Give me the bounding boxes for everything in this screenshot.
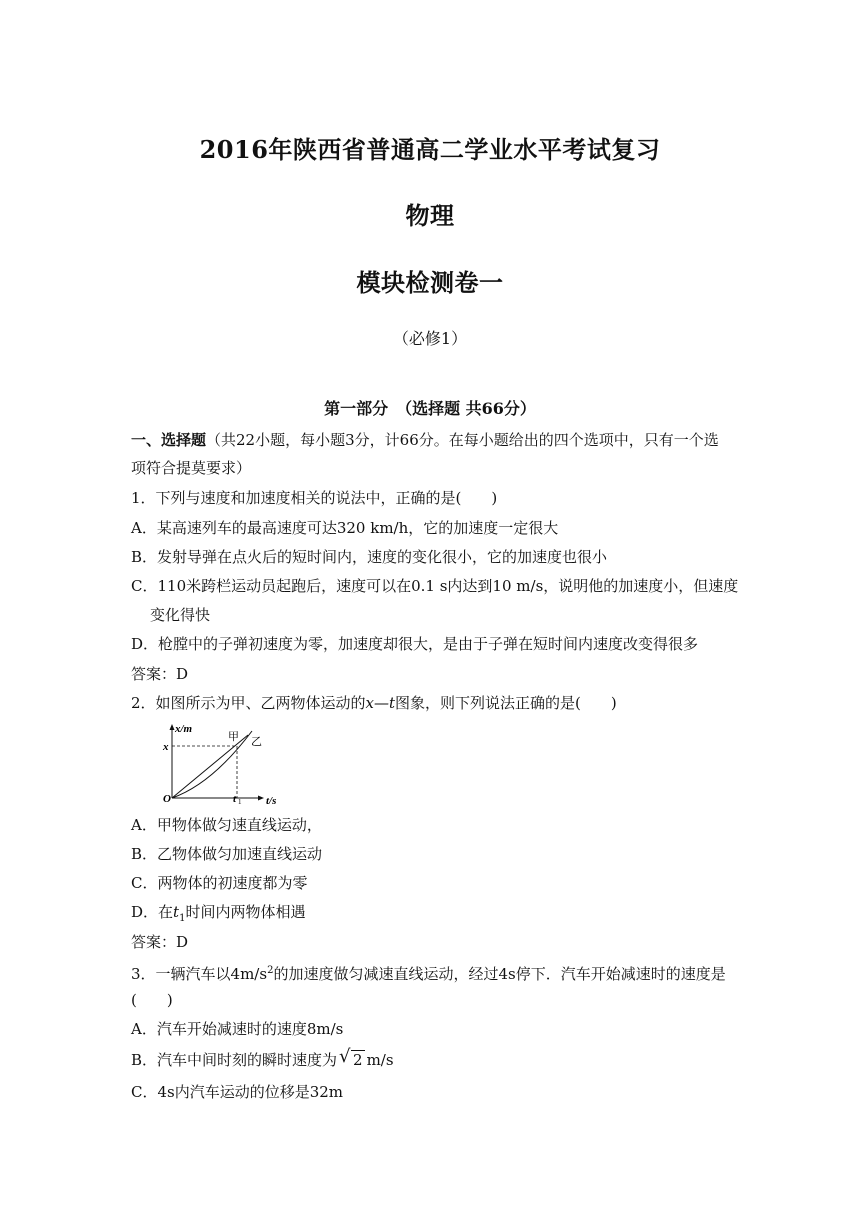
- question-2-option-a: A．甲物体做匀速直线运动，: [131, 816, 322, 834]
- question-2-option-b: B．乙物体做匀加速直线运动: [131, 845, 323, 863]
- question-2-stem: 2．如图所示为甲、乙两物体运动的x—t图象，则下列说法正确的是( ): [131, 694, 617, 712]
- module-label: （必修1）: [392, 329, 468, 348]
- origin-label: O: [163, 793, 171, 805]
- x-tick-t1-sub: 1: [238, 798, 242, 806]
- question-3-option-b: B．汽车中间时刻的瞬时速度为√ 2 m/s: [131, 1050, 394, 1070]
- question-2-option-d: D．在$t_1$时间内两物体相遇: [131, 903, 306, 924]
- y-tick-x: x: [163, 741, 169, 753]
- y-axis-arrow: [170, 724, 175, 730]
- question-3-stem: 3．一辆汽车以$4m/s^2$的加速度做匀减速直线运动，经过4s停下．汽车开始减速时的速度是: [131, 965, 726, 983]
- xt-variable: x—t: [365, 694, 396, 712]
- question-1-option-b: B．发射导弹在点火后的短时间内，速度的变化很小，它的加速度也很小: [131, 548, 608, 566]
- part-label: 一、选择题: [131, 431, 207, 449]
- xt-graph: [150, 722, 300, 812]
- instructions-line-2: 项符合提莫要求）: [131, 459, 252, 477]
- question-2-answer: 答案：D: [131, 933, 189, 951]
- question-1-stem: 1．下列与速度和加速度相关的说法中，正确的是( ): [131, 489, 498, 507]
- paper-title: 模块检测卷一: [356, 268, 504, 297]
- instructions-line-1: （共22小题，每小题3分，计66分。在每小题给出的四个选项中，只有一个选: [206, 431, 719, 449]
- subject-title: 物理: [405, 201, 455, 230]
- question-1-answer: 答案：D: [131, 665, 189, 683]
- section-heading: 第一部分 （选择题 共66分）: [324, 399, 536, 418]
- curve-yi-label: 乙: [251, 735, 262, 748]
- question-3-option-c: C．4s内汽车运动的位移是32m: [131, 1083, 344, 1101]
- curve-jia-label: 甲: [228, 730, 239, 743]
- question-1-option-c-cont: 变化得快: [150, 606, 211, 624]
- question-3-option-a: A．汽车开始减速时的速度8m/s: [131, 1020, 344, 1038]
- x-tick-t1: t: [233, 793, 237, 805]
- x-axis-arrow: [258, 796, 264, 801]
- y-axis-label: x/m: [175, 723, 193, 735]
- x-axis-label: t/s: [266, 795, 277, 807]
- question-3-stem-line-2: ( ): [131, 991, 173, 1009]
- question-2-option-c: C．两物体的初速度都为零: [131, 874, 308, 892]
- question-1-option-c: C．110米跨栏运动员起跑后，速度可以在0.1 s内达到10 m/s，说明他的加速度小，但速度: [131, 577, 739, 595]
- question-1-option-d: D．枪膛中的子弹初速度为零，加速度却很大，是由于子弹在短时间内速度改变得很多: [131, 635, 699, 653]
- sqrt-symbol: √ 2: [339, 1050, 365, 1070]
- question-1-option-a: A．某高速列车的最高速度可达320 km/h，它的加速度一定很大: [131, 519, 559, 537]
- exam-title: 2016年陕西省普通高二学业水平考试复习: [199, 135, 661, 164]
- section-instructions: [131, 430, 719, 450]
